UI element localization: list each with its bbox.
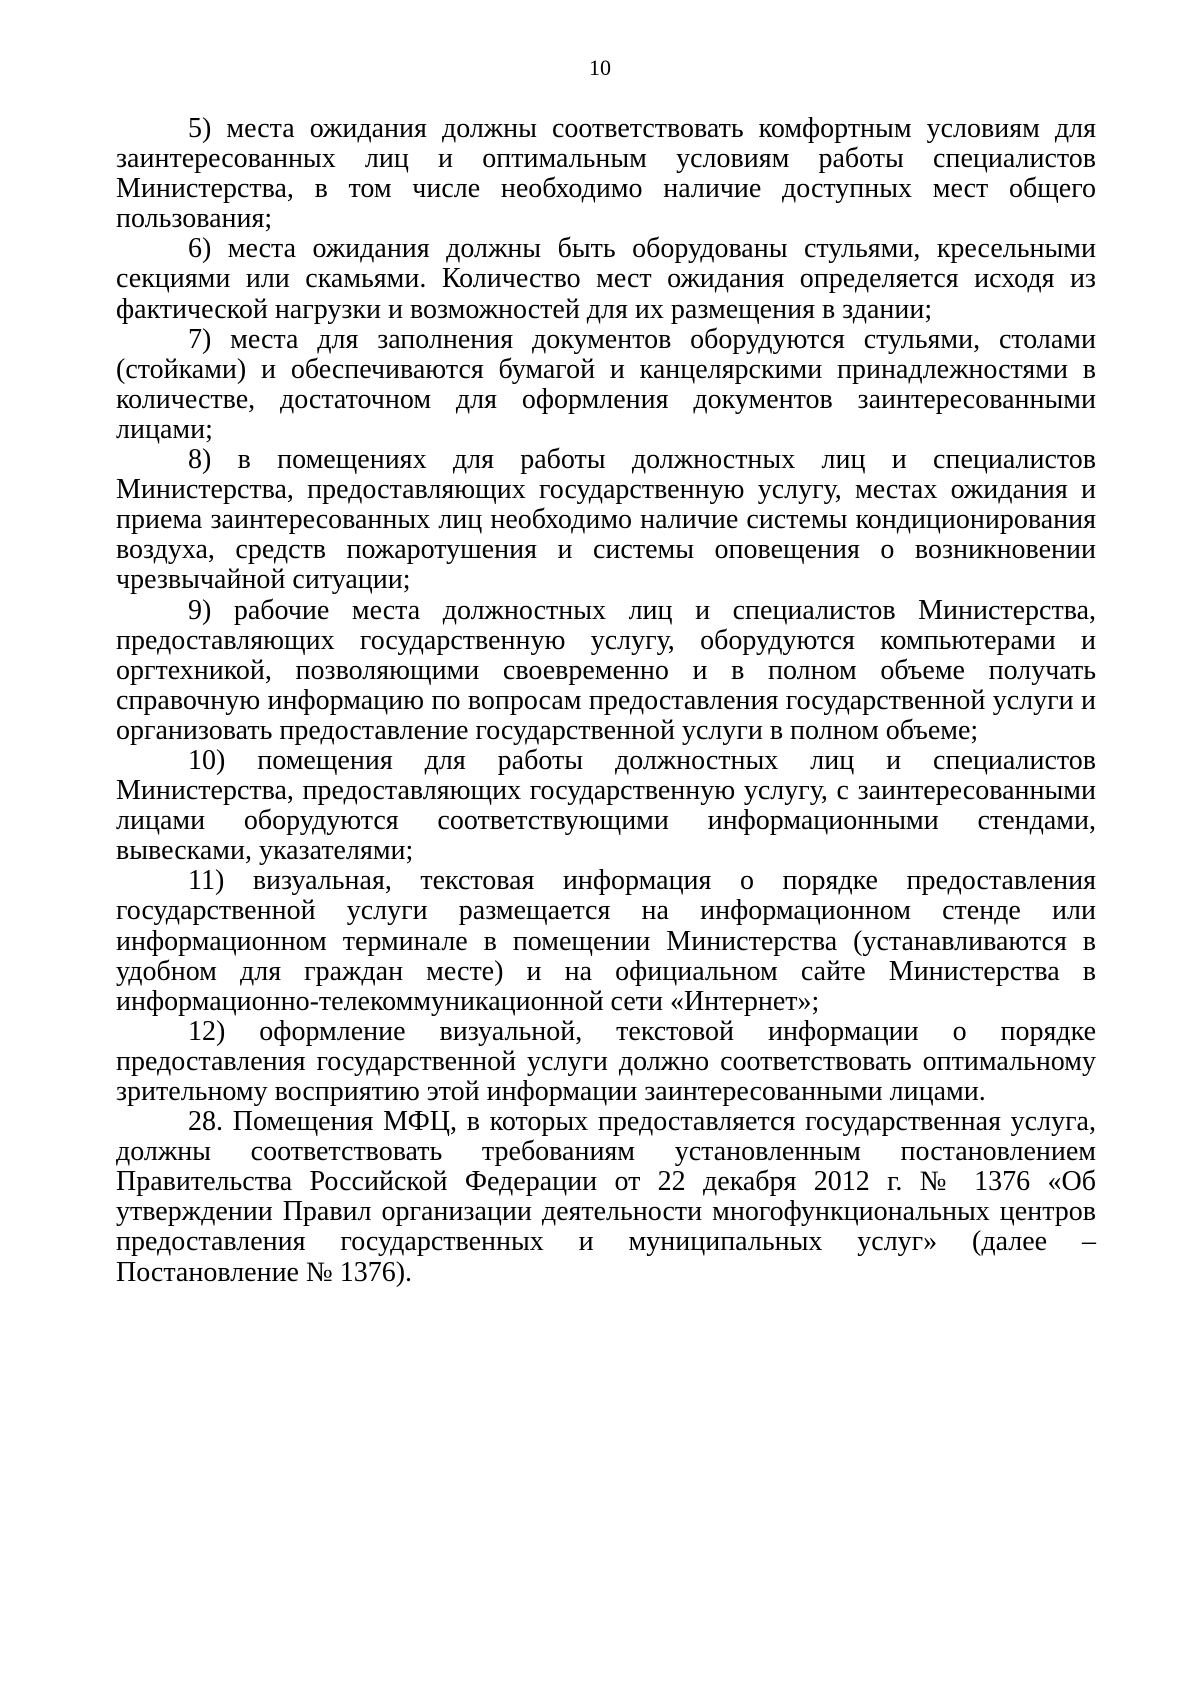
paragraph-item-6: 6) места ожидания должны быть оборудованы стульями, кресельными секциями или скамьями. Количество мест ожидания определяется исходя из фактической нагрузки и возможностей для их размещения в здании; [116, 233, 1096, 325]
paragraph-item-12: 12) оформление визуальной, текстовой информации о порядке предоставления государственной услуги должно соответствовать оптимальному зрительному восприятию этой информации заинтересованными лицами. [116, 1015, 1096, 1107]
paragraph-item-11: 11) визуальная, текстовая информация о порядке предоставления государственной услуги размещается на информационном стенде или информационном терминале в помещении Министерства (устанавливаются в удобном для граждан месте) и на официальном сайте Министерства в информационно-телекоммуникационной сети «Интернет»; [116, 865, 1096, 1017]
paragraph-item-7: 7) места для заполнения документов оборудуются стульями, столами (стойками) и обеспечиваются бумагой и канцелярскими принадлежностями в количестве, достаточном для оформления документов заинтересованными лицами; [116, 323, 1096, 445]
paragraph-item-9: 9) рабочие места должностных лиц и специалистов Министерства, предоставляющих государственную услугу, оборудуются компьютерами и оргтехникой, позволяющими своевременно и в полном объеме получать справочную информацию по вопросам предоставления государственной услуги и организовать предоставление государственной услуги в полном объеме; [116, 594, 1096, 746]
paragraph-item-10: 10) помещения для работы должностных лиц и специалистов Министерства, предоставляющих государственную услугу, с заинтересованными лицами оборудуются соответствующими информационными стендами, вывесками, указателями; [116, 744, 1096, 867]
paragraph-section-28: 28. Помещения МФЦ, в которых предоставляется государственная услуга, должны соответствовать требованиям установленным постановлением Правительства Российской Федерации от 22 декабря 2012 г. № 1376 «Об утверждении Правил организации деятельности многофункциональных центров предоставления государственных и муниципальных услуг» (далее – Постановление № 1376). [116, 1106, 1096, 1288]
paragraph-item-8: 8) в помещениях для работы должностных лиц и специалистов Министерства, предоставляющих государственную услугу, местах ожидания и приема заинтересованных лиц необходимо наличие системы кондиционирования воздуха, средств пожаротушения и системы оповещения о возникновении чрезвычайной ситуации; [116, 444, 1096, 596]
document-body [116, 114, 1096, 1288]
page-number: 10 [589, 55, 611, 80]
paragraph-item-5: 5) места ожидания должны соответствовать комфортным условиям для заинтересованных лиц и оптимальным условиям работы специалистов Министерства, в том числе необходимо наличие доступных мест общего пользования; [116, 113, 1096, 235]
